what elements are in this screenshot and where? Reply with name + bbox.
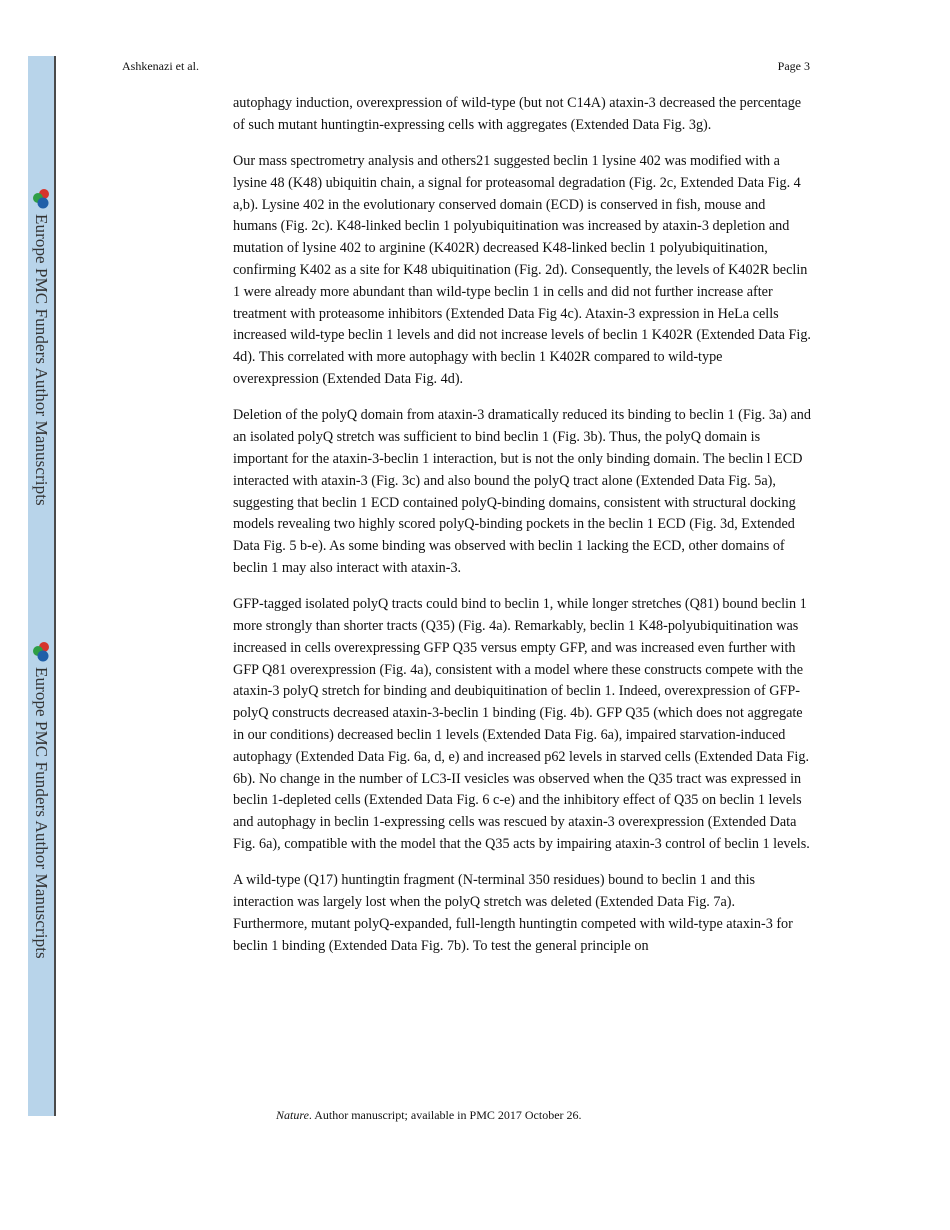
paragraph: Deletion of the polyQ domain from ataxin-3 dramatically reduced its binding to beclin 1 (Fig. 3a) and an isolated polyQ stretch was sufficient to bind beclin 1 (Fig. 3b). Thus, the polyQ domain is important for the ataxin-3-beclin 1 interaction, but is not the only binding domain. The beclin l ECD interacted with ataxin-3 (Fig. 3c) and also bound the polyQ tract alone (Extended Data Fig. 5a), suggesting that beclin 1 ECD contained polyQ-binding domains, consistent with structural docking models revealing two highly scored polyQ-binding pockets in the beclin 1 ECD (Fig. 3d, Extended Data Fig. 5 b-e). As some binding was observed with beclin 1 lacking the ECD, other domains of beclin 1 may also interact with ataxin-3.	[233, 407, 811, 576]
sidebar-label-top	[28, 188, 54, 506]
paragraph: Our mass spectrometry analysis and others21 suggested beclin 1 lysine 402 was modified with a lysine 48 (K48) ubiquitin chain, a signal for proteasomal degradation (Fig. 2c, Extended Data Fig. 4 a,b). Lysine 402 in the evolutionary conserved domain (ECD) is conserved in fish, mouse and humans (Fig. 2c). K48-linked beclin 1 polyubiquitination was increased by ataxin-3 depletion and mutation of lysine 402 to arginine (K402R) decreased K48-linked beclin 1 polyubiquitination, confirming K402 as a site for K48 ubiquitination (Fig. 2d). Consequently, the levels of K402R beclin 1 were already more abundant than wild-type beclin 1 in cells and did not further increase after treatment with proteasome inhibitors (Extended Data Fig 4c). Ataxin-3 expression in HeLa cells increased wild-type beclin 1 levels and did not increase levels of beclin 1 K402R (Extended Data Fig. 4d). This correlated with more autophagy with beclin 1 K402R compared to wild-type overexpression (Extended Data Fig. 4d).	[233, 153, 811, 388]
sidebar-text-bottom: Europe PMC Funders Author Manuscripts	[32, 667, 51, 959]
paragraph: autophagy induction, overexpression of wild-type (but not C14A) ataxin-3 decreased the percentage of such mutant huntingtin-expressing cells with aggregates (Extended Data Fig. 3g).	[233, 95, 802, 133]
journal-name: Nature	[276, 1108, 309, 1122]
sidebar-text-top: Europe PMC Funders Author Manuscripts	[32, 214, 51, 506]
europe-pmc-sidebar	[28, 56, 56, 1116]
manuscript-footer	[276, 1108, 582, 1123]
article-body	[233, 93, 811, 972]
sidebar-label-bottom	[28, 641, 54, 959]
paragraph: GFP-tagged isolated polyQ tracts could bind to beclin 1, while longer stretches (Q81) bound beclin 1 more strongly than shorter tracts (Q35) (Fig. 4a). Remarkably, beclin 1 K48-polyubiquitination was increased in cells overexpressing GFP Q35 versus empty GFP, and was increased even further with GFP Q81 overexpression (Fig. 4a), consistent with a model where these constructs compete with the ataxin-3 polyQ stretch for binding and deubiquitination of beclin 1. Indeed, overexpression of GFP-polyQ constructs decreased ataxin-3-beclin 1 binding (Fig. 4b). GFP Q35 (which does not aggregate in our conditions) decreased beclin 1 levels (Extended Data Fig. 6a), impaired starvation-induced autophagy (Extended Data Fig. 6a, d, e) and increased p62 levels in starved cells (Extended Data Fig. 6b). No change in the number of LC3-II vesicles was observed when the Q35 tract was expressed in beclin 1-depleted cells (Extended Data Fig. 6 c-e) and the inhibitory effect of Q35 on beclin 1 levels and autophagy in beclin 1-expressing cells was rescued by ataxin-3 overexpression (Extended Data Fig. 6a), compatible with the model that the Q35 acts by impairing ataxin-3 control of beclin 1 levels.	[233, 596, 810, 852]
europe-pmc-logo-icon	[31, 641, 51, 663]
paragraph: A wild-type (Q17) huntingtin fragment (N-terminal 350 residues) bound to beclin 1 and this interaction was largely lost when the polyQ stretch was deleted (Extended Data Fig. 7a). Furthermore, mutant polyQ-expanded, full-length huntingtin competed with wild-type ataxin-3 for beclin 1 binding (Extended Data Fig. 7b). To test the general principle on	[233, 872, 793, 954]
europe-pmc-logo-icon	[31, 188, 51, 210]
page-number: Page 3	[777, 59, 810, 73]
availability-note: . Author manuscript; available in PMC 2017 October 26.	[308, 1108, 582, 1122]
running-header-author: Ashkenazi et al.	[122, 59, 199, 73]
